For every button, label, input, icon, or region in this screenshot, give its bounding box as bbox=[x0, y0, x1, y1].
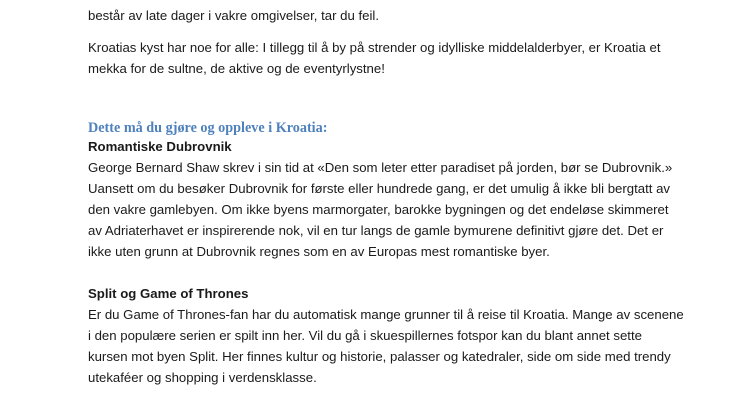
section-title: Split og Game of Thrones bbox=[88, 286, 249, 301]
intro-partial-paragraph bbox=[88, 5, 718, 26]
section-split bbox=[88, 283, 718, 388]
section-line: utekaféer og shopping i verdensklasse. bbox=[88, 370, 317, 385]
section-line: George Bernard Shaw skrev i sin tid at «Den som leter etter paradiset på jorden, bør se Dubrovnik.» bbox=[88, 160, 673, 175]
section-line: i den populære serien er spilt inn her. Vil du gå i skuespillernes fotspor kan du blant annet sette bbox=[88, 328, 642, 343]
section-line: Er du Game of Thrones-fan har du automatisk mange grunner til å reise til Kroatia. Mange av scenene bbox=[88, 307, 684, 322]
intro-line: mekka for de sultne, de aktive og de eventyrlystne! bbox=[88, 61, 385, 76]
section-line: av Adriaterhavet er inspirerende nok, vil en tur langs de gamle bymurene definitivt gjøre det. Det er bbox=[88, 223, 664, 238]
intro-line: Kroatias kyst har noe for alle: I tillegg til å by på strender og idylliske middelalderbyer, er Kroatia et bbox=[88, 40, 661, 55]
main-heading: Dette må du gjøre og oppleve i Kroatia: bbox=[88, 120, 328, 136]
intro-paragraph bbox=[88, 37, 718, 79]
intro-partial-line: består av late dager i vakre omgivelser, tar du feil. bbox=[88, 8, 380, 23]
section-line: Uansett om du besøker Dubrovnik for første eller hundrede gang, er det umulig å ikke bli bergtatt av bbox=[88, 181, 671, 196]
section-title: Romantiske Dubrovnik bbox=[88, 139, 232, 154]
section-dubrovnik bbox=[88, 136, 718, 262]
section-line: kursen mot byen Split. Her finnes kultur og historie, palasser og katedraler, side om side med trendy bbox=[88, 349, 671, 364]
section-line: den vakre gamlebyen. Om ikke byens marmorgater, barokke bygningen og det endeløse skimmeret bbox=[88, 202, 669, 217]
section-line: ikke uten grunn at Dubrovnik regnes som en av Europas mest romantiske byer. bbox=[88, 244, 550, 259]
